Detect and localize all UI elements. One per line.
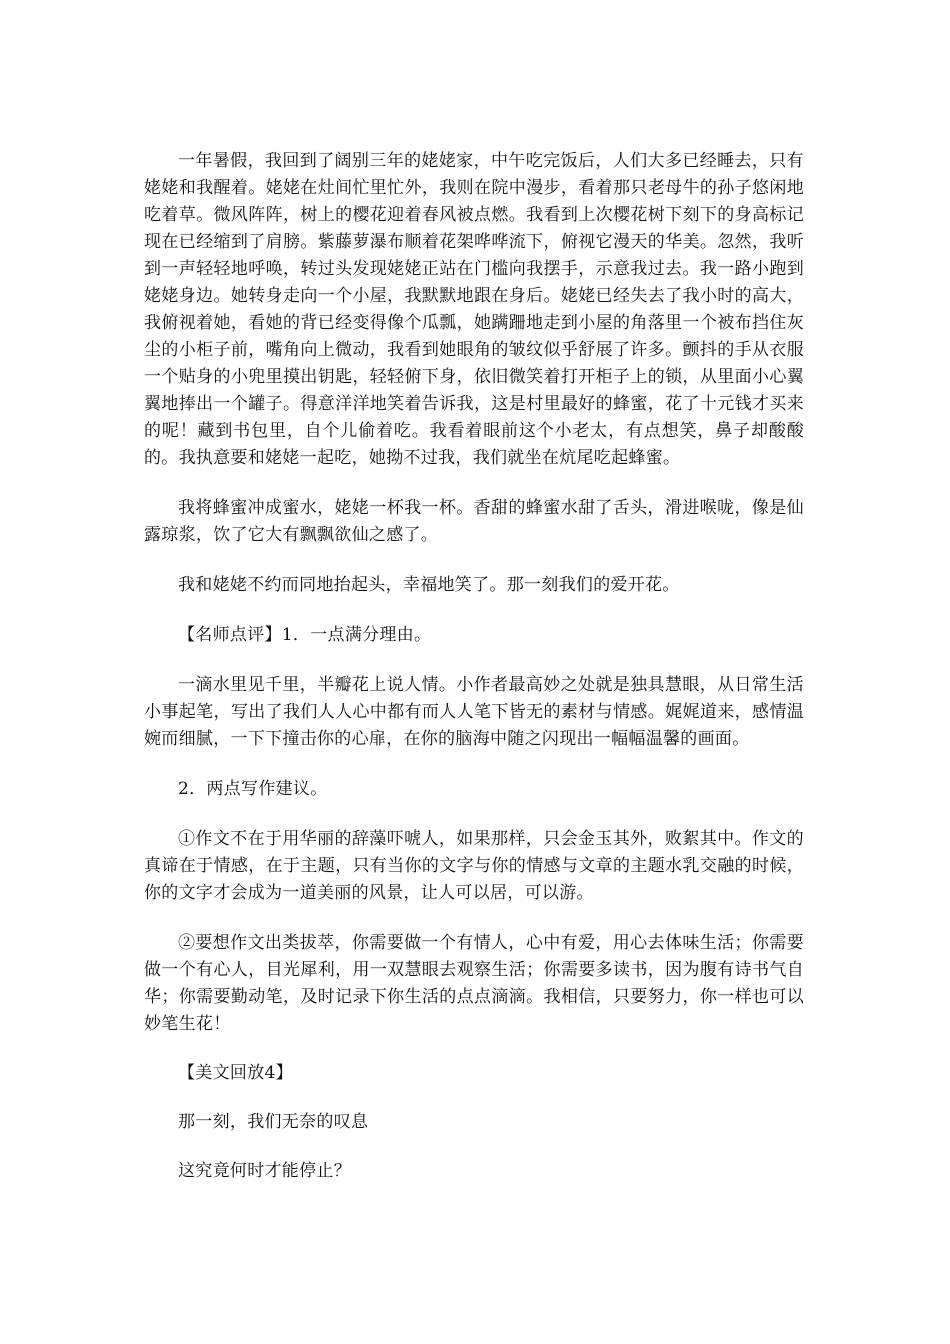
- story-paragraph-1: 一年暑假，我回到了阔别三年的姥姥家，中午吃完饭后，人们大多已经睡去，只有姥姥和我醒着。姥姥在灶间忙里忙外，我则在院中漫步，看着那只老母牛的孙子悠闲地吃着草。微风阵阵，树上的樱花迎着春风被点燃。我看到上次樱花树下刻下的身高标记现在已经缩到了肩膀。紫藤萝瀑布顺着花架哗哗流下，俯视它漫天的华美。忽然，我听到一声轻轻地呼唤，转过头发现姥姥正站在门槛向我摆手，示意我过去。我一路小跑到姥姥身边。她转身走向一个小屋，我默默地跟在身后。姥姥已经失去了我小时的高大，我俯视着她，看她的背已经变得像个瓜瓢，她蹒跚地走到小屋的角落里一个被布挡住灰尘的小柜子前，嘴角向上微动，我看到她眼角的皱纹似乎舒展了许多。颤抖的手从衣服一个贴身的小兜里摸出钥匙，轻轻俯下身，依旧微笑着打开柜子上的锁，从里面小心翼翼地捧出一个罐子。得意洋洋地笑着告诉我，这是村里最好的蜂蜜，花了十元钱才买来的呢！藏到书包里，自个儿偷着吃。我看着眼前这个小老太，有点想笑，鼻子却酸酸的。我执意要和姥姥一起吃，她拗不过我，我们就坐在炕尾吃起蜂蜜。: [144, 151, 804, 468]
- story-paragraph-3: 我和姥姥不约而同地抬起头，幸福地笑了。那一刻我们的爱开花。: [178, 575, 680, 595]
- advice-heading: 2．两点写作建议。: [178, 779, 328, 799]
- review-paragraph: 一滴水里见千里，半瓣花上说人情。小作者最高妙之处就是独具慧眼，从日常生活小事起笔，写出了我们人人心中都有而人人笔下皆无的素材与情感。娓娓道来，感情温婉而细腻，一下下撞击你的心扉，在你的脑海中随之闪现出一幅幅温馨的画面。: [144, 675, 804, 749]
- advice-item-2: ②要想作文出类拔萃，你需要做一个有情人，心中有爱，用心去体味生活；你需要做一个有心人，目光犀利，用一双慧眼去观察生活；你需要多读书，因为腹有诗书气自华；你需要勤动笔，及时记录下你生活的点点滴滴。我相信，只要努力，你一样也可以妙笔生花！: [144, 933, 804, 1034]
- advice-item-1: ①作文不在于用华丽的辞藻吓唬人，如果那样，只会金玉其外，败絮其中。作文的真谛在于情感，在于主题，只有当你的文字与你的情感与文章的主题水乳交融的时候，你的文字才会成为一道美丽的风景，让人可以居，可以游。: [144, 829, 804, 903]
- story-paragraph-2: 我将蜂蜜冲成蜜水，姥姥一杯我一杯。香甜的蜂蜜水甜了舌头，滑进喉咙，像是仙露琼浆，饮了它大有飘飘欲仙之感了。: [144, 498, 804, 545]
- poem-line-1: 那一刻，我们无奈的叹息: [178, 1112, 369, 1132]
- poem-line-2: 这究竟何时才能停止？: [178, 1161, 351, 1181]
- document-body: [144, 148, 804, 1185]
- section-heading: 【美文回放4】: [178, 1063, 293, 1083]
- review-heading: 【名师点评】1．一点满分理由。: [178, 625, 432, 645]
